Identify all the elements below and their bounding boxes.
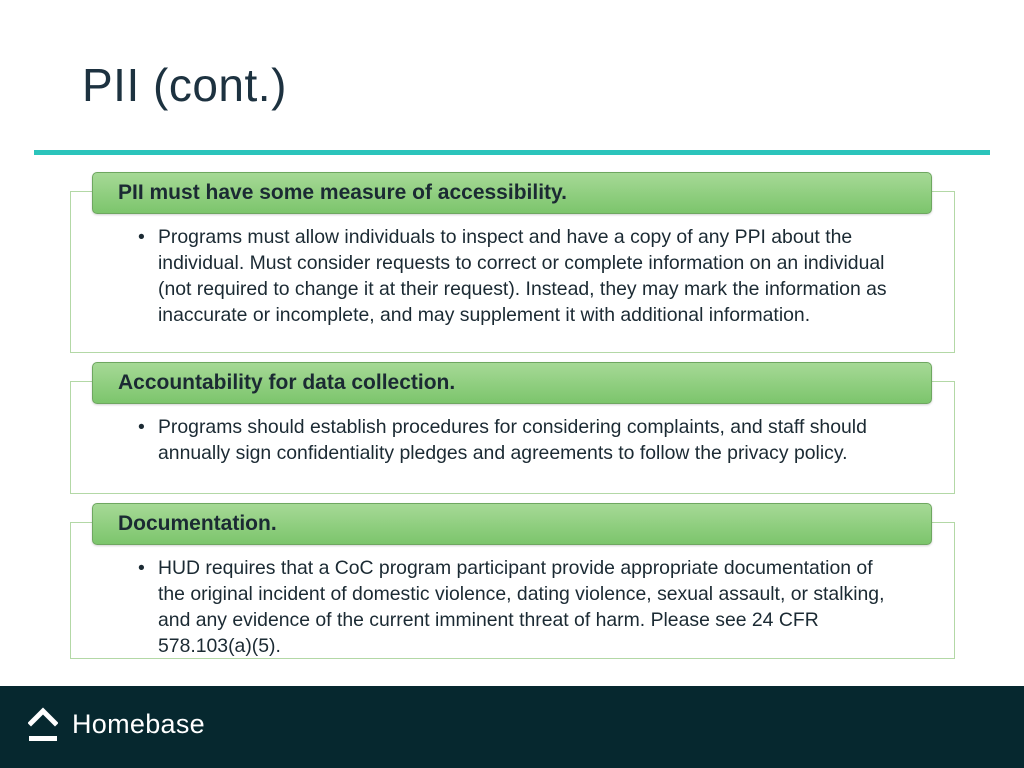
section-3-header (92, 503, 932, 545)
section-1-list (138, 224, 898, 328)
section-2-bullet: • Programs should establish procedures for considering complaints, and staff should annually sign confidentiality pledges and agreements to follow the privacy policy. (138, 414, 898, 466)
section-1-bullet: • Programs must allow individuals to inspect and have a copy of any PPI about the individual. Must consider requests to correct or complete information on an individual (not required to change it at their request). Instead, they may mark the information as inaccurate or incomplete, and may supplement it with additional information. (138, 224, 898, 328)
section-3-heading: Documentation. (118, 512, 277, 535)
section-1-heading: PII must have some measure of accessibility. (118, 181, 567, 204)
house-icon (28, 706, 58, 742)
section-2-list (138, 414, 898, 466)
section-1-header (92, 172, 932, 214)
slide-title: PII (cont.) (82, 59, 287, 111)
title-divider (34, 150, 990, 155)
section-3-bullet: • HUD requires that a CoC program participant provide appropriate documentation of the original incident of domestic violence, dating violence, sexual assault, or stalking, and any evidence of the current imminent threat of harm. Please see 24 CFR 578.103(a)(5). (138, 555, 898, 659)
brand-name: Homebase (72, 708, 205, 739)
section-3-list (138, 555, 898, 659)
homebase-logo (28, 706, 205, 742)
section-2-header (92, 362, 932, 404)
section-2-heading: Accountability for data collection. (118, 371, 456, 394)
